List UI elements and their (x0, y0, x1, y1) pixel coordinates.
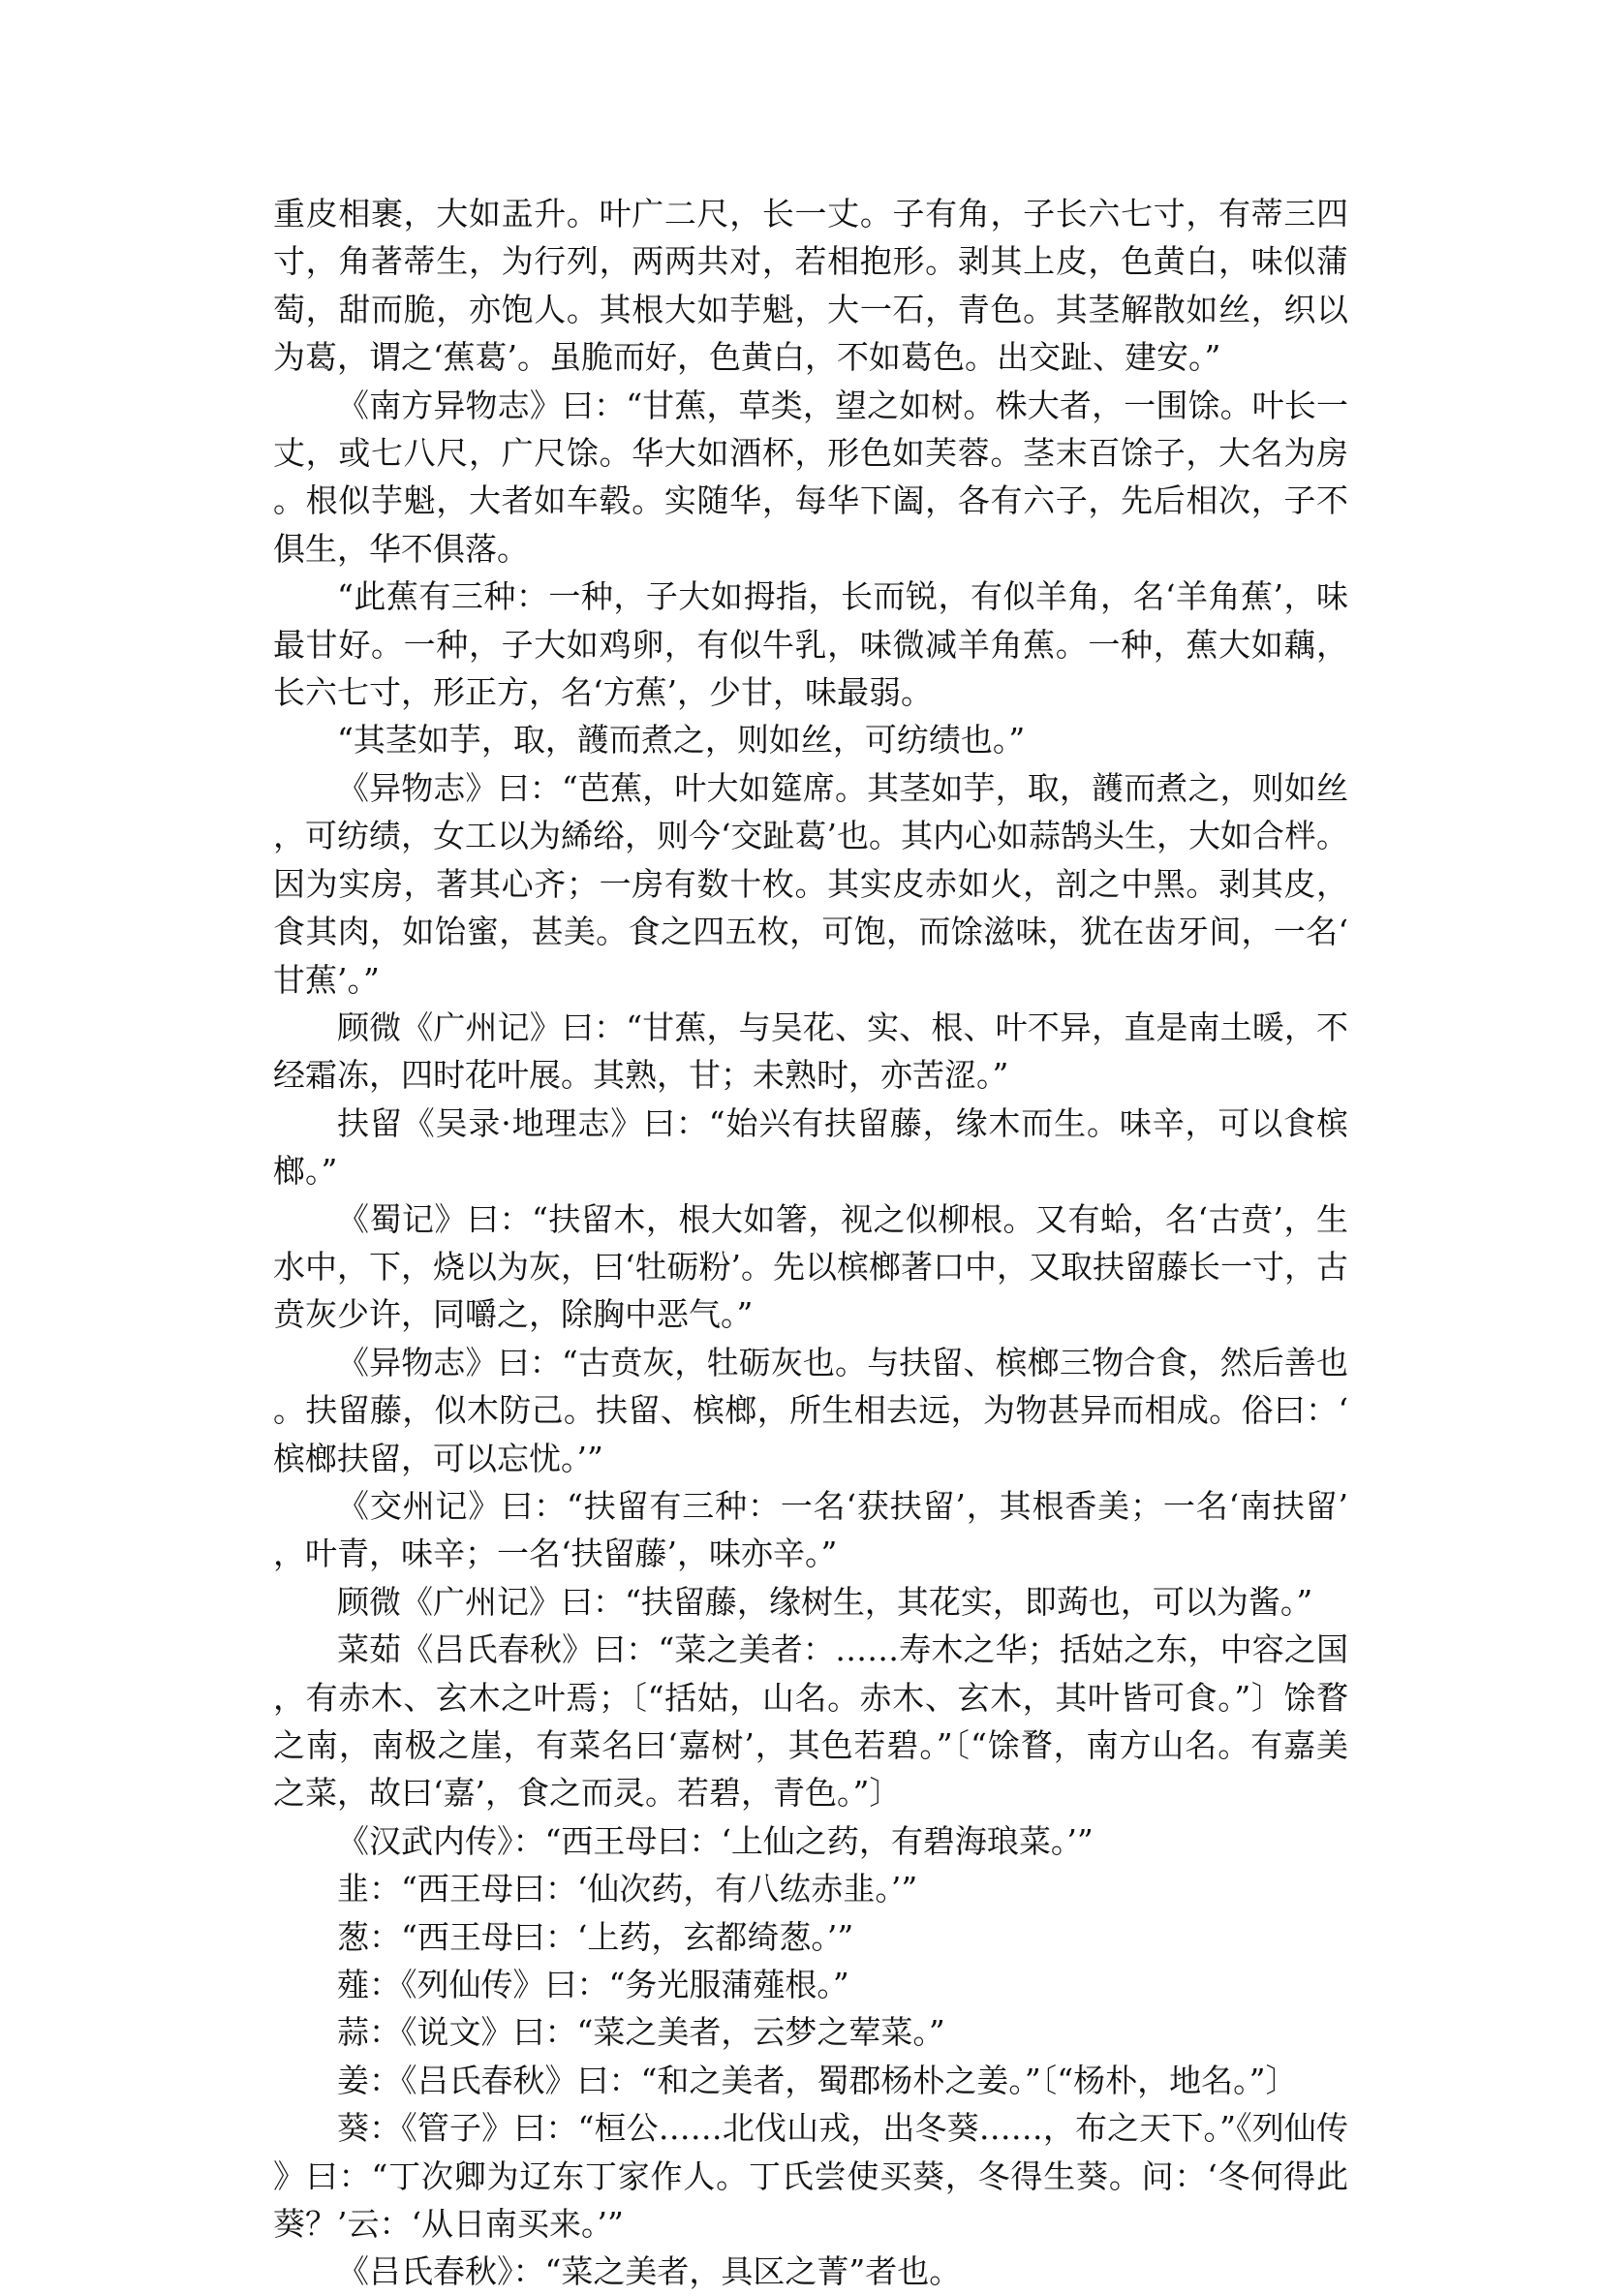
paragraph: 菜茹《吕氏春秋》曰：“菜之美者：……寿木之华；括姑之东，中容之国，有赤木、玄木之叶焉；〔“括姑，山名。赤木、玄木，其叶皆可食。”〕馀瞀之南，南极之崖，有菜名曰‘嘉树’，其色若碧。”〔“馀瞀，南方山名。有嘉美之菜，故曰‘嘉’，食之而灵。若碧，青色。”〕 (273, 1630, 1348, 1813)
paragraph: “此蕉有三种：一种，子大如拇指，长而锐，有似羊角，名‘羊角蕉’，味最甘好。一种，子大如鸡卵，有似牛乳，味微减羊角蕉。一种，蕉大如藕，长六七寸，形正方，名‘方蕉’，少甘，味最弱。 (273, 577, 1348, 712)
paragraph: 《吕氏春秋》：“菜之美者，具区之菁”者也。 (337, 2252, 962, 2291)
paragraph: 韭：“西王母曰：‘仙次药，有八纮赤韭。’” (337, 1870, 918, 1908)
paragraph: 顾微《广州记》曰：“甘蕉，与吴花、实、根、叶不异，直是南土暖，不经霜冻，四时花叶展。其熟，甘；未熟时，亦苦涩。” (273, 1008, 1348, 1095)
document-body (273, 190, 1348, 2296)
paragraph: 顾微《广州记》曰：“扶留藤，缘树生，其花实，即蒟也，可以为酱。” (337, 1582, 1313, 1621)
paragraph: 《蜀记》曰：“扶留木，根大如箸，视之似柳根。又有蛤，名‘古贲’，生水中，下，烧以为灰，曰‘牡砺粉’。先以槟榔著口中，又取扶留藤长一寸，古贲灰少许，同嚼之，除胸中恶气。” (273, 1199, 1348, 1334)
paragraph: 《南方异物志》曰：“甘蕉，草类，望之如树。株大者，一围馀。叶长一丈，或七八尺，广尺馀。华大如酒杯，形色如芙蓉。茎末百馀子，大名为房。根似芋魁，大者如车毂。实随华，每华下阖，各有六子，先后相次，子不俱生，华不俱落。 (273, 386, 1348, 568)
paragraph: 《汉武内传》：“西王母曰：‘上仙之药，有碧海琅菜。’” (337, 1821, 1094, 1860)
paragraph: 《异物志》曰：“古贲灰，牡砺灰也。与扶留、槟榔三物合食，然后善也。扶留藤，似木防己。扶留、槟榔，所生相去远，为物甚异而相成。俗曰：‘槟榔扶留，可以忘忧。’” (273, 1343, 1348, 1477)
paragraph: 蒜：《说文》曰：“菜之美者，云梦之荤菜。” (337, 2013, 945, 2052)
paragraph: 葱：“西王母曰：‘上药，玄都绮葱。’” (337, 1917, 854, 1956)
paragraph: 重皮相裹，大如盂升。叶广二尺，长一丈。子有角，子长六七寸，有蒂三四寸，角著蒂生，为行列，两两共对，若相抱形。剥其上皮，色黄白，味似蒲萄，甜而脆，亦饱人。其根大如芋魁，大一石，青色。其茎解散如丝，织以为葛，谓之‘蕉葛’。虽脆而好，色黄白，不如葛色。出交趾、建安。” (273, 195, 1348, 377)
paragraph: 扶留《吴录·地理志》曰：“始兴有扶留藤，缘木而生。味辛，可以食槟榔。” (273, 1103, 1348, 1191)
paragraph: 薤：《列仙传》曰：“务光服蒲薤根。” (337, 1966, 849, 2004)
paragraph: 《异物志》曰：“芭蕉，叶大如筵席。其茎如芋，取，頀而煮之，则如丝，可纺绩，女工以为絺绤，则今‘交趾葛’也。其内心如蒜鹄头生，大如合柈。因为实房，著其心齐；一房有数十枚。其实皮赤如火，剖之中黑。剥其皮，食其肉，如饴蜜，甚美。食之四五枚，可饱，而馀滋味，犹在齿牙间，一名‘甘蕉’。” (273, 768, 1348, 999)
paragraph: “其茎如芋，取，頀而煮之，则如丝，可纺绩也。” (337, 721, 1026, 760)
paragraph: 《交州记》曰：“扶留有三种：一名‘获扶留’，其根香美；一名‘南扶留’，叶青，味辛；一名‘扶留藤’，味亦辛。” (273, 1486, 1348, 1573)
paragraph: 姜：《吕氏春秋》曰：“和之美者，蜀郡杨朴之姜。”〔“杨朴，地名。”〕 (337, 2061, 1298, 2099)
paragraph: 葵：《管子》曰：“桓公……北伐山戎，出冬葵……，布之天下。”《列仙传》曰：“丁次卿为辽东丁家作人。丁氏尝使买葵，冬得生葵。问：‘冬何得此葵？’云：‘从日南买来。’” (273, 2109, 1348, 2244)
